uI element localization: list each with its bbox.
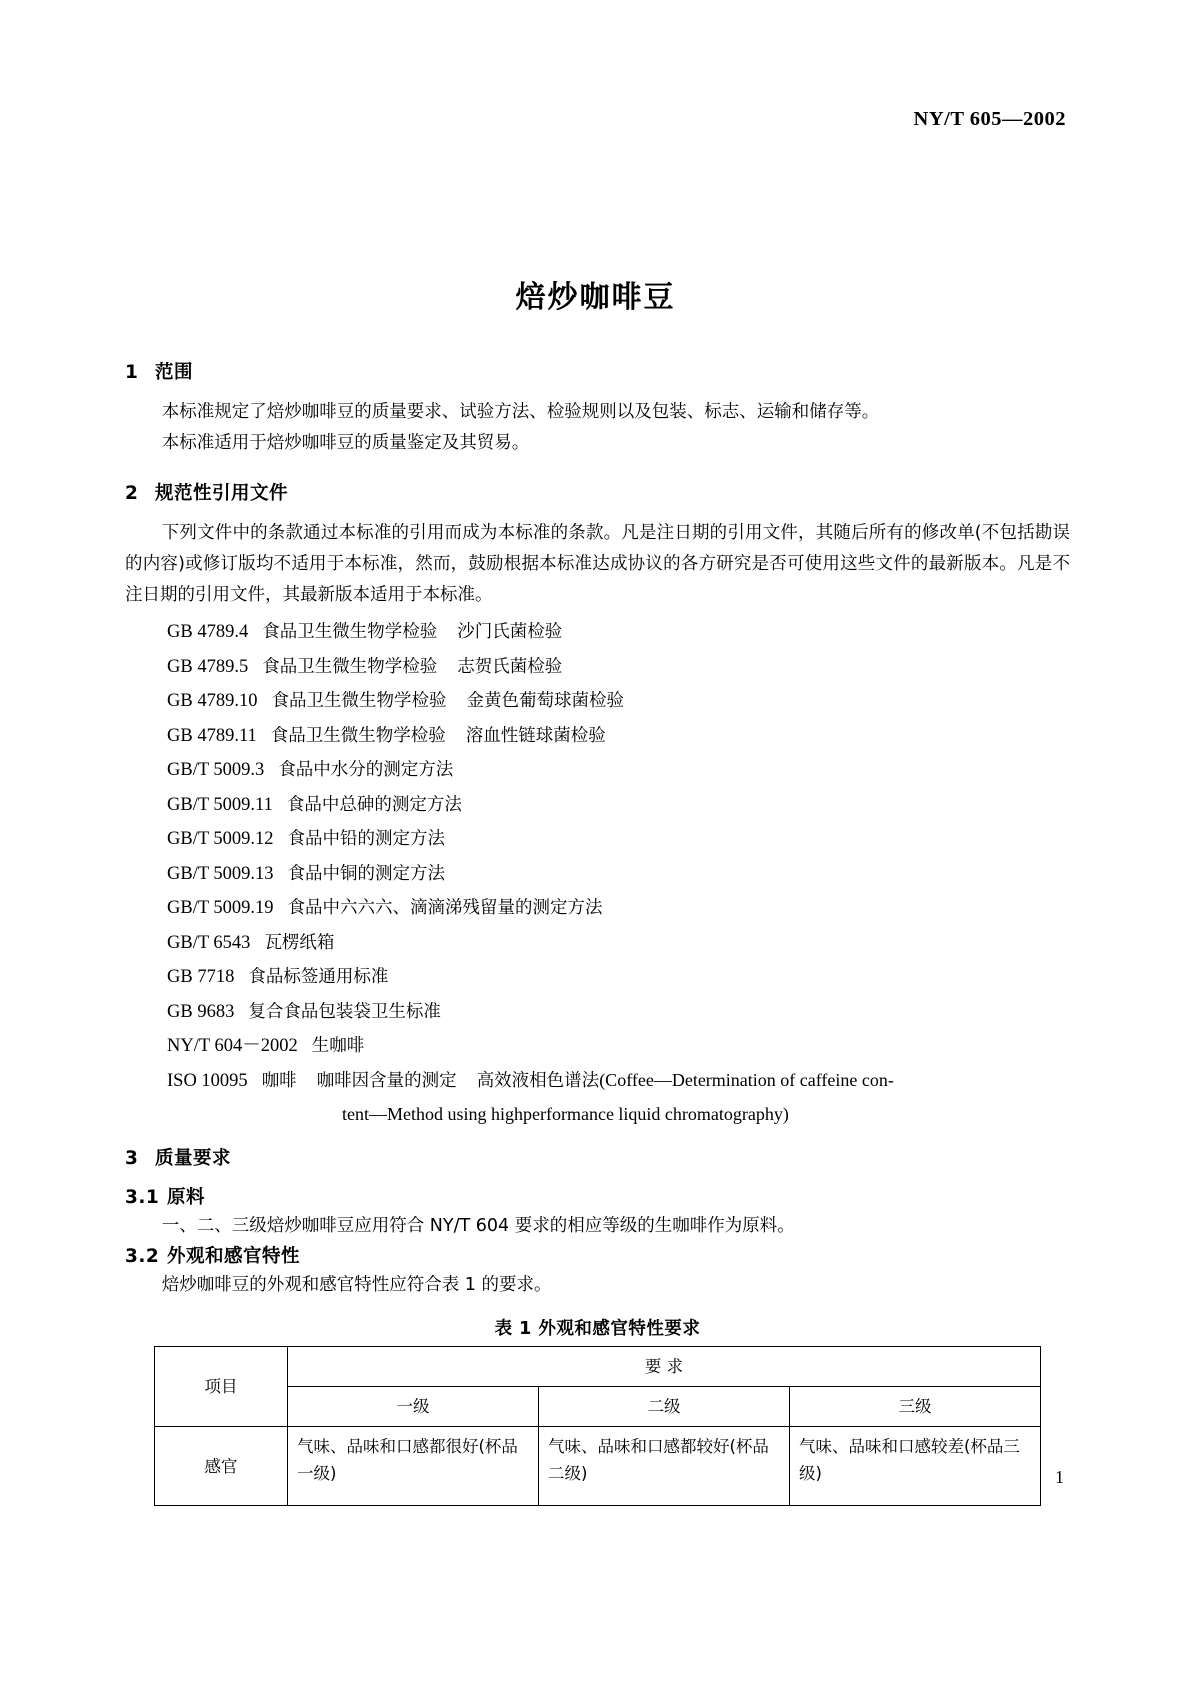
table-header-row-1	[154, 1347, 1040, 1387]
running-header-standard-code: NY/T 605—2002	[913, 108, 1066, 130]
reference-code: GB 4789.4	[167, 622, 249, 642]
table-header-requirement: 要 求	[287, 1347, 1040, 1387]
table-header-grade-2: 二级	[538, 1387, 789, 1427]
section-title-2: 规范性引用文件	[155, 483, 289, 504]
reference-title: 食品卫生微生物学检验	[262, 656, 438, 677]
list-item	[125, 650, 1070, 685]
table-header-grade-3: 三级	[789, 1387, 1040, 1427]
reference-code: GB/T 5009.3	[167, 760, 265, 780]
table-header-row-2	[154, 1387, 1040, 1427]
list-item	[125, 960, 1070, 995]
reference-title: 食品中铜的测定方法	[287, 863, 446, 884]
table-cell-grade-1: 气味、品味和口感都很好(杯品一级)	[287, 1427, 538, 1506]
list-item	[125, 1029, 1070, 1064]
section-1-paragraph-1: 本标准规定了焙炒咖啡豆的质量要求、试验方法、检验规则以及包装、标志、运输和储存等。	[161, 402, 880, 422]
reference-code: NY/T 604－2002	[167, 1036, 298, 1056]
reference-code: GB 7718	[167, 967, 235, 987]
reference-title: 生咖啡	[311, 1036, 365, 1056]
section-3-1-paragraph-1: 一、二、三级焙炒咖啡豆应用符合 NY/T 604 要求的相应等级的生咖啡作为原料。	[161, 1216, 795, 1236]
list-item	[125, 926, 1070, 961]
reference-code: ISO 10095	[167, 1070, 248, 1091]
list-item-iso	[125, 1064, 1070, 1132]
list-item	[125, 719, 1070, 754]
reference-subtitle: 溶血性链球菌检验	[465, 725, 606, 746]
section-title-3-1: 原料	[167, 1187, 206, 1208]
reference-code: GB/T 5009.11	[167, 794, 273, 815]
reference-title: 复合食品包装袋卫生标准	[248, 1001, 441, 1022]
section-1-paragraph-2: 本标准适用于焙炒咖啡豆的质量鉴定及其贸易。	[161, 433, 530, 453]
reference-code: GB/T 5009.19	[167, 898, 274, 918]
reference-code: GB 4789.5	[167, 656, 249, 677]
section-number-1: 1	[125, 362, 139, 383]
reference-code: GB 4789.10	[167, 691, 258, 711]
section-heading-3-1	[125, 1183, 1070, 1209]
section-title-1: 范围	[155, 362, 194, 383]
reference-title: 食品中铅的测定方法	[287, 829, 446, 849]
section-number-3-2: 3.2	[125, 1246, 160, 1267]
section-number-3: 3	[125, 1148, 139, 1169]
reference-english-line-2: tent—Method using highperformance liquid chromatography)	[342, 1104, 789, 1124]
list-item	[125, 788, 1070, 823]
reference-title: 瓦楞纸箱	[264, 932, 335, 953]
section-heading-3	[125, 1144, 1070, 1170]
section-heading-2	[125, 479, 1070, 505]
reference-english-line-1: (Coffee—Determination of caffeine con-	[599, 1069, 894, 1090]
reference-subtitle: 志贺氏菌检验	[457, 656, 563, 677]
reference-method: 高效液相色谱法	[476, 1070, 600, 1091]
table-1-sensory-requirements	[154, 1346, 1041, 1506]
reference-code: GB/T 5009.12	[167, 829, 274, 849]
reference-subtitle: 金黄色葡萄球菌检验	[466, 691, 624, 711]
section-heading-1	[125, 358, 1070, 384]
table-1-caption: 表 1 外观和感官特性要求	[494, 1319, 701, 1339]
section-title-3-2: 外观和感官特性	[167, 1246, 301, 1267]
reference-title: 食品中水分的测定方法	[278, 760, 454, 780]
section-2-paragraph-1: 下列文件中的条款通过本标准的引用而成为本标准的条款。凡是注日期的引用文件，其随后所有的修改单(不包括勘误的内容)或修订版均不适用于本标准，然而，鼓励根据本标准达成协议的各方研究是否可使用这些文件的最新版本。凡是不注日期的引用文件，其最新版本适用于本标准。	[125, 523, 1070, 605]
reference-title: 食品中总砷的测定方法	[286, 794, 462, 815]
reference-code: GB 4789.11	[167, 725, 257, 746]
reference-title: 咖啡	[261, 1070, 297, 1091]
reference-title: 食品卫生微生物学检验	[271, 691, 447, 711]
reference-code: GB/T 5009.13	[167, 863, 274, 884]
list-item	[125, 822, 1070, 857]
table-row	[154, 1427, 1040, 1506]
reference-code: GB/T 6543	[167, 932, 251, 953]
document-body	[125, 358, 1070, 1506]
list-item	[125, 684, 1070, 719]
table-header-grade-1: 一级	[287, 1387, 538, 1427]
list-item	[125, 995, 1070, 1030]
reference-code: GB 9683	[167, 1001, 235, 1022]
reference-title: 食品卫生微生物学检验	[262, 622, 438, 642]
list-item	[125, 857, 1070, 892]
reference-title: 食品卫生微生物学检验	[270, 725, 446, 746]
document-title: 焙炒咖啡豆	[515, 280, 676, 316]
table-header-item: 项目	[154, 1347, 287, 1427]
list-item	[125, 615, 1070, 650]
table-row-item-label: 感官	[154, 1427, 287, 1506]
section-title-3: 质量要求	[155, 1148, 232, 1169]
table-cell-grade-3: 气味、品味和口感较差(杯品三级)	[789, 1427, 1040, 1506]
section-number-3-1: 3.1	[125, 1187, 160, 1208]
normative-reference-list	[125, 615, 1070, 1131]
page-number: 1	[1055, 1467, 1064, 1487]
reference-title: 食品中六六六、滴滴涕残留量的测定方法	[287, 898, 603, 918]
reference-subtitle: 咖啡因含量的测定	[316, 1070, 457, 1091]
table-cell-grade-2: 气味、品味和口感都较好(杯品二级)	[538, 1427, 789, 1506]
reference-subtitle: 沙门氏菌检验	[457, 622, 563, 642]
list-item	[125, 753, 1070, 788]
section-number-2: 2	[125, 483, 139, 504]
reference-title: 食品标签通用标准	[248, 967, 389, 987]
section-3-2-paragraph-1: 焙炒咖啡豆的外观和感官特性应符合表 1 的要求。	[161, 1275, 552, 1295]
list-item	[125, 891, 1070, 926]
section-heading-3-2	[125, 1242, 1070, 1268]
